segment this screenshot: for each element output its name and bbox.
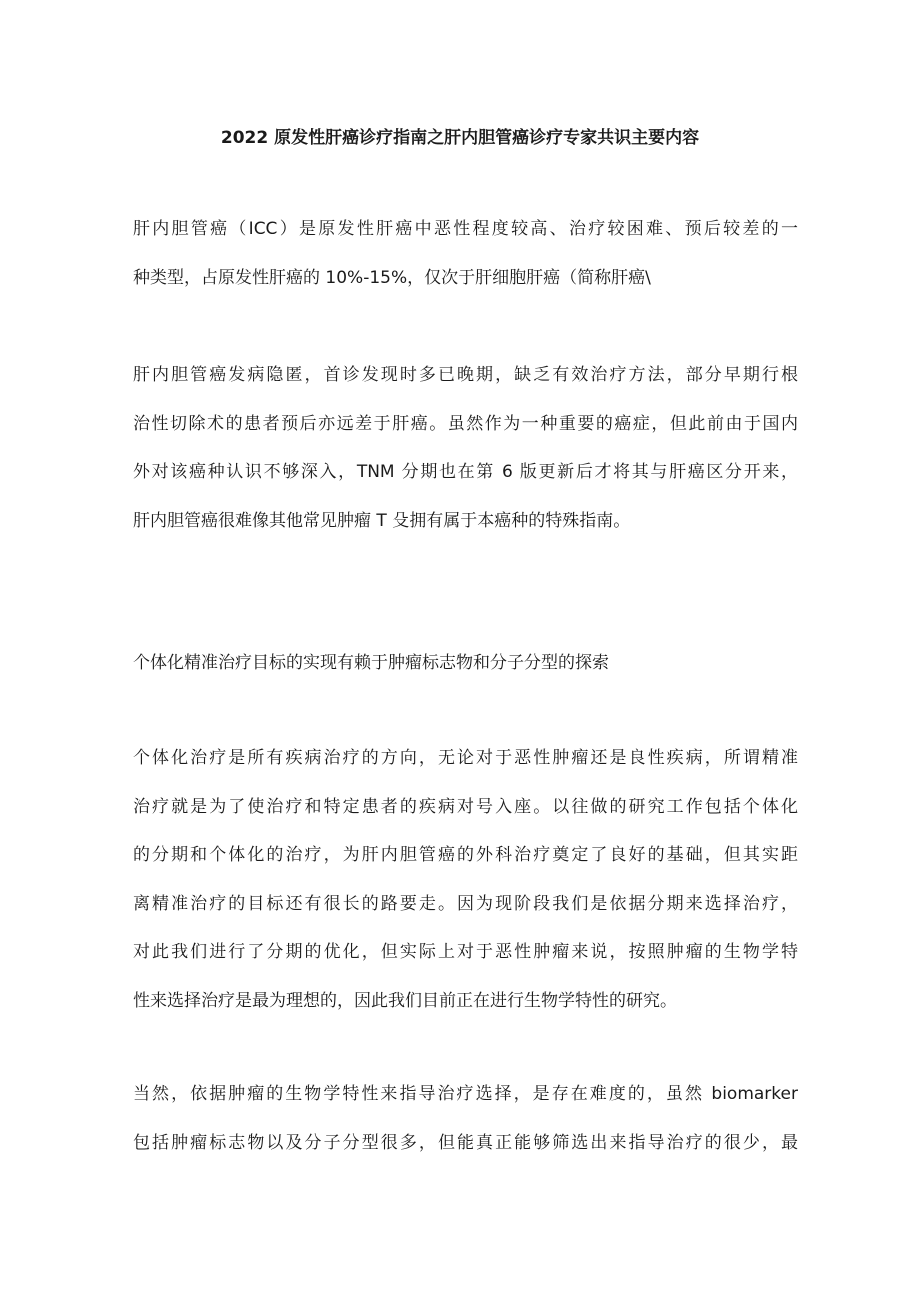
- paragraph-biomarker: [133, 1070, 798, 1167]
- section-heading: 个体化精准治疗目标的实现有赖于肿瘤标志物和分子分型的探索: [133, 653, 609, 673]
- text-line: 个体化治疗是所有疾病治疗的方向，无论对于恶性肿瘤还是良性疾病，所谓精准: [133, 748, 798, 768]
- text-line: 离精准治疗的目标还有很长的路要走。因为现阶段我们是依据分期来选择治疗，: [133, 893, 798, 914]
- text-line: 包括肿瘤标志物以及分子分型很多，但能真正能够筛选出来指导治疗的很少，最: [133, 1132, 798, 1153]
- document-title: 2022 原发性肝癌诊疗指南之肝内胆管癌诊疗专家共识主要内容: [220, 128, 700, 148]
- text-line: 种类型，占原发性肝癌的 10%-15%，仅次于肝细胞肝癌（简称肝癌\: [133, 267, 651, 288]
- text-line: 当然，依据肿瘤的生物学特性来指导治疗选择，是存在难度的，虽然 biomarker: [133, 1084, 798, 1104]
- text-line: 治性切除术的患者预后亦远差于肝癌。虽然作为一种重要的癌症，但此前由于国内: [133, 413, 798, 434]
- text-line: 的分期和个体化的治疗，为肝内胆管癌的外科治疗奠定了良好的基础，但其实距: [133, 845, 798, 866]
- text-line: 肝内胆管癌（ICC）是原发性肝癌中恶性程度较高、治疗较困难、预后较差的一: [133, 219, 798, 239]
- text-line: 对此我们进行了分期的优化，但实际上对于恶性肿瘤来说，按照肿瘤的生物学特: [133, 942, 798, 963]
- text-line: 性来选择治疗是最为理想的，因此我们目前正在进行生物学特性的研究。: [133, 990, 677, 1011]
- paragraph-icc-intro: [133, 205, 798, 302]
- text-line: 外对该癌种认识不够深入，TNM 分期也在第 6 版更新后才将其与肝癌区分开来，: [133, 462, 798, 483]
- paragraph-individualized-treatment: [133, 734, 798, 1026]
- text-line: 治疗就是为了使治疗和特定患者的疾病对号入座。以往做的研究工作包括个体化: [133, 796, 798, 817]
- paragraph-icc-background: [133, 351, 798, 545]
- text-line: 肝内胆管癌很难像其他常见肿瘤 T 殳拥有属于本癌种的特殊指南。: [133, 510, 631, 531]
- text-line: 肝内胆管癌发病隐匿，首诊发现时多已晚期，缺乏有效治疗方法，部分早期行根: [133, 365, 798, 385]
